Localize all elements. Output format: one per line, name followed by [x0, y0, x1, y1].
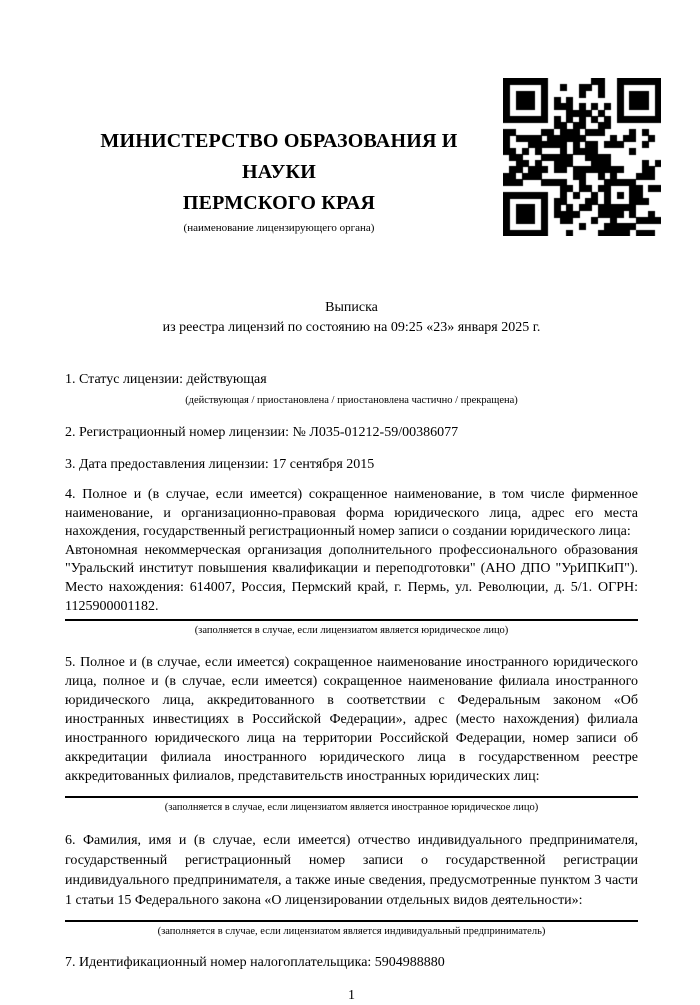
- license-status-note: (действующая / приостановлена / приостановлена частично / прекращена): [185, 395, 518, 406]
- foreign-entity-fill-line: [65, 796, 638, 798]
- individual-intro: 6. Фамилия, имя и (в случае, если имеется) отчество индивидуального предпринимателя, государственный регистрационный номер записи о государственной регистрации индивидуального предпринимателя, а также иные сведения, предусмотренные пунктом 3 части 1 статьи 15 Федерального закона «О лицензировании отдельных видов деятельности»:: [65, 833, 638, 909]
- legal-entity-fill-line: [65, 619, 638, 621]
- grant-date: 3. Дата предоставления лицензии: 17 сентября 2015: [65, 457, 375, 472]
- ministry-name-line2: ПЕРМСКОГО КРАЯ: [182, 192, 376, 214]
- legal-entity-note: (заполняется в случае, если лицензиатом является юридическое лицо): [194, 625, 509, 637]
- registration-number: 2. Регистрационный номер лицензии: № Л035-01212-59/00386077: [65, 425, 459, 440]
- individual-note: (заполняется в случае, если лицензиатом является индивидуальный предприниматель): [157, 926, 546, 938]
- ministry-name-line1: МИНИСТЕРСТВО ОБРАЗОВАНИЯ И НАУКИ: [100, 130, 458, 183]
- license-status: 1. Статус лицензии: действующая: [65, 372, 267, 387]
- individual-fill-line: [65, 920, 638, 922]
- foreign-entity-note: (заполняется в случае, если лицензиатом является иностранное юридическое лицо): [164, 802, 539, 814]
- taxpayer-id: 7. Идентификационный номер налогоплательщика: 5904988880: [65, 955, 445, 971]
- document-body: [65, 0, 638, 1005]
- title-line1: Выписка: [325, 300, 378, 315]
- legal-entity-intro: 4. Полное и (в случае, если имеется) сокращенное наименование, в том числе фирменное наименование, и организационно-правовая форма юридического лица, адрес его места нахождения, государственный регистрационный номер записи о создании юридического лица:: [65, 487, 638, 540]
- page-number: 1: [348, 988, 355, 1004]
- foreign-entity-intro: 5. Полное и (в случае, если имеется) сокращенное наименование иностранного юридического лица, полное и (в случае, если имеется) сокращенное наименование филиала иностранного юридического лица, аккредитованного в соответствии с Федеральным законом «Об иностранных инвестициях в Российской Федерации», адрес (место нахождения) филиала иностранного юридического лица на территории Российской Федерации, номер записи об аккредитации филиала иностранного юридического лица в государственном реестре аккредитованных филиалов, представительств иностранных юридических лиц:: [65, 655, 638, 785]
- legal-entity-value: Автономная некоммерческая организация дополнительного профессионального образования "Уральский институт повышения квалификации и переподготовки" (АНО ДПО "УрИПКиП"). Место нахождения: 614007, Россия, Пермский край, г. Пермь, ул. Революции, д. 5/1. ОГРН: 1125900001182.: [65, 542, 638, 614]
- ministry-caption: (наименование лицензирующего органа): [183, 222, 375, 234]
- document-title: [65, 298, 638, 338]
- title-line2: из реестра лицензий по состоянию на 09:25 «23» января 2025 г.: [162, 320, 541, 335]
